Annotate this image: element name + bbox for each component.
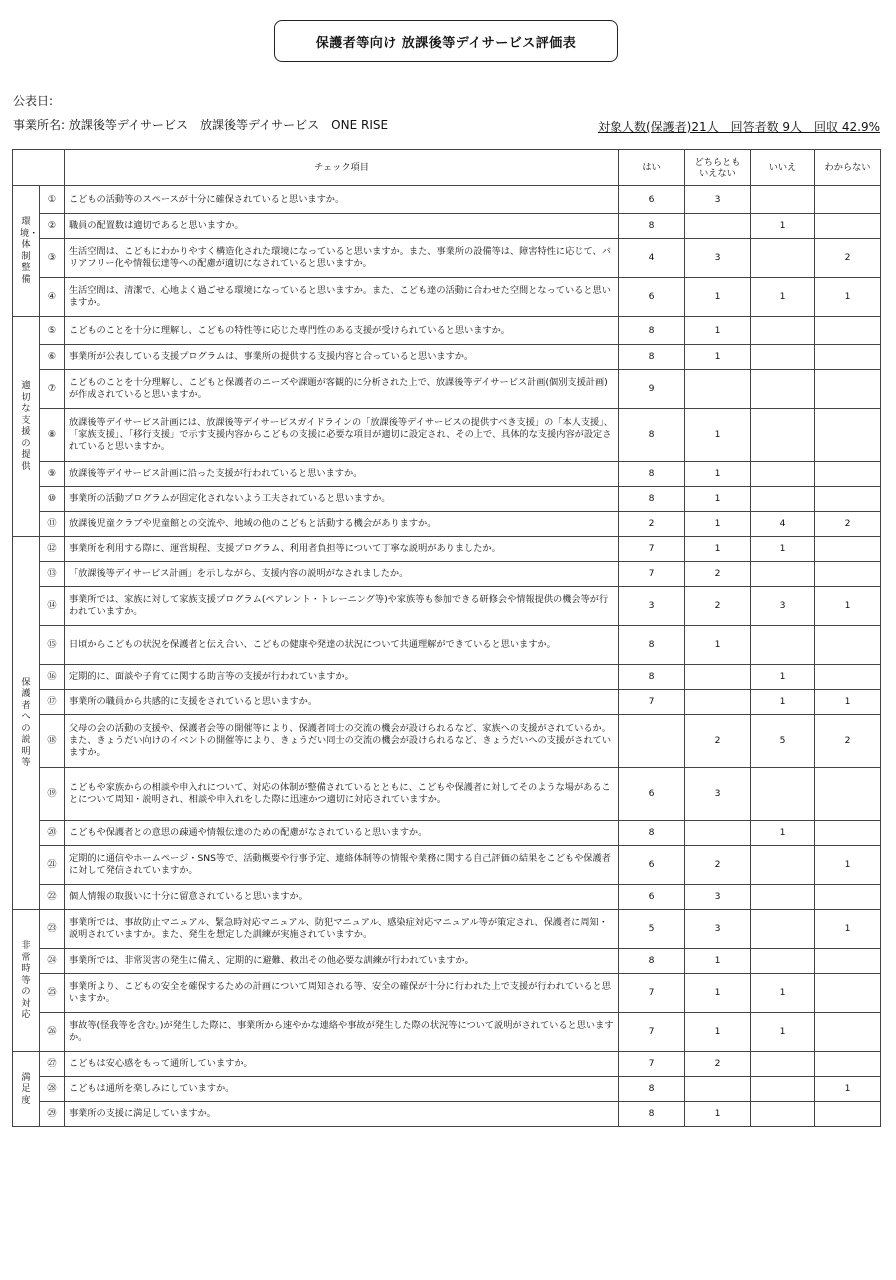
- answer-unknown: [815, 1102, 881, 1127]
- page-title: 保護者等向け 放課後等デイサービス評価表: [274, 20, 618, 62]
- answer-unknown: 1: [815, 1077, 881, 1102]
- answer-no: 1: [751, 278, 815, 317]
- answer-neither: 3: [685, 186, 751, 214]
- answer-neither: 1: [685, 537, 751, 562]
- table-row: [13, 278, 881, 317]
- answer-unknown: [815, 1013, 881, 1052]
- answer-unknown: [815, 821, 881, 846]
- answer-yes: [619, 715, 685, 768]
- answer-yes: 8: [619, 1102, 685, 1127]
- answer-unknown: [815, 409, 881, 462]
- item-number: ⑱: [40, 715, 65, 768]
- check-item-text: こどもや保護者との意思の疎通や情報伝達のための配慮がなされていると思いますか。: [65, 821, 619, 846]
- answer-yes: 8: [619, 821, 685, 846]
- answer-neither: 2: [685, 1052, 751, 1077]
- item-number: ㉒: [40, 885, 65, 910]
- answer-yes: 6: [619, 885, 685, 910]
- answer-yes: 6: [619, 846, 685, 885]
- check-item-text: 事業所の職員から共感的に支援をされていると思いますか。: [65, 690, 619, 715]
- answer-yes: 7: [619, 974, 685, 1013]
- answer-neither: 1: [685, 626, 751, 665]
- check-item-text: 事業所より、こどもの安全を確保するための計画について周知される等、安全の確保が十分に行われた上で支援が行われていると思いますか。: [65, 974, 619, 1013]
- answer-yes: 8: [619, 462, 685, 487]
- check-item-text: 父母の会の活動の支援や、保護者会等の開催等により、保護者同士の交流の機会が設けられるなど、家族への支援がされているか。また、きょうだい向けのイベントの開催等により、きょうだい同士の交流の機会が設けられるなど、きょうだいへの支援がされていますか。: [65, 715, 619, 768]
- item-number: ③: [40, 239, 65, 278]
- answer-neither: 3: [685, 768, 751, 821]
- check-item-text: こどもの活動等のスペースが十分に確保されていると思いますか。: [65, 186, 619, 214]
- item-number: ㉗: [40, 1052, 65, 1077]
- answer-neither: 1: [685, 462, 751, 487]
- answer-yes: 7: [619, 562, 685, 587]
- answer-yes: 9: [619, 370, 685, 409]
- answer-yes: 7: [619, 1013, 685, 1052]
- check-item-text: 放課後児童クラブや児童館との交流や、地域の他のこどもと活動する機会がありますか。: [65, 512, 619, 537]
- answer-neither: [685, 1077, 751, 1102]
- header-neither: どちらとも いえない: [685, 150, 751, 186]
- answer-unknown: 1: [815, 278, 881, 317]
- check-item-text: 事業所の支援に満足していますか。: [65, 1102, 619, 1127]
- answer-no: [751, 885, 815, 910]
- item-number: ㉑: [40, 846, 65, 885]
- table-row: [13, 317, 881, 345]
- answer-yes: 8: [619, 345, 685, 370]
- table-row: [13, 462, 881, 487]
- answer-neither: 1: [685, 409, 751, 462]
- answer-yes: 6: [619, 278, 685, 317]
- check-item-text: 定期的に、面談や子育てに関する助言等の支援が行われていますか。: [65, 665, 619, 690]
- answer-unknown: 2: [815, 715, 881, 768]
- answer-no: [751, 487, 815, 512]
- answer-neither: 2: [685, 846, 751, 885]
- header-no: いいえ: [751, 150, 815, 186]
- check-item-text: 事業所を利用する際に、運営規程、支援プログラム、利用者負担等について丁寧な説明がありましたか。: [65, 537, 619, 562]
- check-item-text: こどものことを十分に理解し、こどもの特性等に応じた専門性のある支援が受けられていると思いますか。: [65, 317, 619, 345]
- category-label: [13, 186, 40, 317]
- answer-no: [751, 409, 815, 462]
- answer-no: [751, 1102, 815, 1127]
- answer-unknown: [815, 345, 881, 370]
- table-row: [13, 214, 881, 239]
- answer-yes: 8: [619, 665, 685, 690]
- category-label: [13, 537, 40, 910]
- answer-unknown: 1: [815, 846, 881, 885]
- check-item-text: こどもは安心感をもって通所していますか。: [65, 1052, 619, 1077]
- answer-no: [751, 768, 815, 821]
- answer-no: 1: [751, 214, 815, 239]
- table-row: [13, 715, 881, 768]
- item-number: ㉘: [40, 1077, 65, 1102]
- table-row: [13, 537, 881, 562]
- check-item-text: こどものことを十分理解し、こどもと保護者のニーズや課題が客観的に分析された上で、放課後等デイサービス計画(個別支援計画)が作成されていると思いますか。: [65, 370, 619, 409]
- answer-unknown: [815, 768, 881, 821]
- table-row: [13, 885, 881, 910]
- answer-no: [751, 239, 815, 278]
- check-item-text: 放課後等デイサービス計画に沿った支援が行われていると思いますか。: [65, 462, 619, 487]
- item-number: ⑰: [40, 690, 65, 715]
- check-item-text: 個人情報の取扱いに十分に留意されていると思いますか。: [65, 885, 619, 910]
- table-row: [13, 512, 881, 537]
- answer-no: [751, 1077, 815, 1102]
- item-number: ⑥: [40, 345, 65, 370]
- answer-unknown: [815, 665, 881, 690]
- item-number: ⑭: [40, 587, 65, 626]
- answer-no: 4: [751, 512, 815, 537]
- table-row: [13, 821, 881, 846]
- table-row: [13, 587, 881, 626]
- answer-no: [751, 910, 815, 949]
- answer-unknown: [815, 537, 881, 562]
- header-blank: [13, 150, 65, 186]
- item-number: ①: [40, 186, 65, 214]
- check-item-text: 生活空間は、清潔で、心地よく過ごせる環境になっていると思いますか。また、こども達の活動に合わせた空間となっていると思いますか。: [65, 278, 619, 317]
- answer-yes: 2: [619, 512, 685, 537]
- answer-unknown: [815, 487, 881, 512]
- table-row: [13, 910, 881, 949]
- answer-yes: 3: [619, 587, 685, 626]
- answer-no: [751, 462, 815, 487]
- table-row: [13, 409, 881, 462]
- answer-unknown: [815, 317, 881, 345]
- item-number: ㉓: [40, 910, 65, 949]
- answer-neither: [685, 690, 751, 715]
- table-row: [13, 1052, 881, 1077]
- answer-neither: [685, 214, 751, 239]
- check-item-text: こどもや家族からの相談や申入れについて、対応の体制が整備されているとともに、こどもや保護者に対してそのような場があることについて周知・説明され、相談や申入れをした際に迅速かつ適切に対応されていますか。: [65, 768, 619, 821]
- answer-no: [751, 186, 815, 214]
- category-label-text: 適切な支援の提供: [21, 380, 31, 472]
- answer-unknown: [815, 626, 881, 665]
- item-number: ⑩: [40, 487, 65, 512]
- table-row: [13, 1077, 881, 1102]
- answer-neither: 1: [685, 1013, 751, 1052]
- check-item-text: 事業所の活動プログラムが固定化されないよう工夫されていると思いますか。: [65, 487, 619, 512]
- answer-unknown: 2: [815, 239, 881, 278]
- table-row: [13, 626, 881, 665]
- table-row: [13, 665, 881, 690]
- answer-neither: 1: [685, 317, 751, 345]
- check-item-text: 職員の配置数は適切であると思いますか。: [65, 214, 619, 239]
- answer-no: 5: [751, 715, 815, 768]
- answer-unknown: 2: [815, 512, 881, 537]
- answer-unknown: [815, 370, 881, 409]
- item-number: ②: [40, 214, 65, 239]
- check-item-text: 事故等(怪我等を含む。)が発生した際に、事業所から速やかな連絡や事故が発生した際の状況等について説明がされていると思いますか。: [65, 1013, 619, 1052]
- publication-date: 公表日:: [13, 94, 54, 108]
- table-row: [13, 1102, 881, 1127]
- check-item-text: 日頃からこどもの状況を保護者と伝え合い、こどもの健康や発達の状況について共通理解ができていると思いますか。: [65, 626, 619, 665]
- item-number: ⑯: [40, 665, 65, 690]
- table-row: [13, 239, 881, 278]
- item-number: ④: [40, 278, 65, 317]
- table-row: [13, 949, 881, 974]
- item-number: ⑮: [40, 626, 65, 665]
- item-number: ㉙: [40, 1102, 65, 1127]
- table-row: [13, 1013, 881, 1052]
- answer-neither: 1: [685, 974, 751, 1013]
- check-item-text: こどもは通所を楽しみにしていますか。: [65, 1077, 619, 1102]
- header-check-item: チェック項目: [65, 150, 619, 186]
- table-row: [13, 562, 881, 587]
- answer-yes: 6: [619, 768, 685, 821]
- category-label: [13, 317, 40, 537]
- answer-no: [751, 370, 815, 409]
- answer-yes: 5: [619, 910, 685, 949]
- category-label-text: 保護者への説明等: [21, 676, 31, 769]
- header-unknown: わからない: [815, 150, 881, 186]
- answer-neither: 1: [685, 1102, 751, 1127]
- answer-no: [751, 846, 815, 885]
- category-label-text: 非常時等の対応: [21, 940, 31, 1020]
- answer-neither: 1: [685, 949, 751, 974]
- item-number: ㉕: [40, 974, 65, 1013]
- answer-neither: 1: [685, 345, 751, 370]
- answer-unknown: [815, 562, 881, 587]
- item-number: ⑫: [40, 537, 65, 562]
- answer-yes: 8: [619, 1077, 685, 1102]
- answer-neither: 2: [685, 715, 751, 768]
- response-summary: 対象人数(保護者)21人 回答者数 9人 回収 42.9%: [597, 120, 880, 134]
- check-item-text: 放課後等デイサービス計画には、放課後等デイサービスガイドラインの「放課後等デイサービスの提供すべき支援」の「本人支援」、「家族支援」、「移行支援」で示す支援内容からこどもの支援に必要な項目が適切に設定され、その上で、具体的な支援内容が設定されていると思いますか。: [65, 409, 619, 462]
- category-label: [13, 1052, 40, 1127]
- answer-yes: 8: [619, 214, 685, 239]
- table-row: [13, 186, 881, 214]
- item-number: ⑲: [40, 768, 65, 821]
- answer-neither: [685, 665, 751, 690]
- answer-neither: 1: [685, 487, 751, 512]
- answer-no: 1: [751, 690, 815, 715]
- answer-unknown: [815, 974, 881, 1013]
- category-label: [13, 910, 40, 1052]
- check-item-text: 「放課後等デイサービス計画」を示しながら、支援内容の説明がなされましたか。: [65, 562, 619, 587]
- item-number: ⑪: [40, 512, 65, 537]
- answer-yes: 8: [619, 409, 685, 462]
- answer-neither: 3: [685, 910, 751, 949]
- table-row: [13, 846, 881, 885]
- item-number: ⑤: [40, 317, 65, 345]
- header-yes: はい: [619, 150, 685, 186]
- answer-no: 1: [751, 537, 815, 562]
- evaluation-table: [12, 149, 881, 1127]
- item-number: ㉔: [40, 949, 65, 974]
- answer-yes: 8: [619, 949, 685, 974]
- check-item-text: 事業所では、家族に対して家族支援プログラム(ペアレント・トレーニング等)や家族等も参加できる研修会や情報提供の機会等が行われていますか。: [65, 587, 619, 626]
- check-item-text: 事業所では、事故防止マニュアル、緊急時対応マニュアル、防犯マニュアル、感染症対応マニュアル等が策定され、保護者に周知・説明されていますか。また、発生を想定した訓練が実施されていますか。: [65, 910, 619, 949]
- answer-neither: 1: [685, 512, 751, 537]
- answer-yes: 6: [619, 186, 685, 214]
- check-item-text: 生活空間は、こどもにわかりやすく構造化された環境になっていると思いますか。また、事業所の設備等は、障害特性に応じて、バリアフリー化や情報伝達等への配慮が適切になされていると思いますか。: [65, 239, 619, 278]
- answer-no: 3: [751, 587, 815, 626]
- answer-no: [751, 317, 815, 345]
- answer-unknown: [815, 949, 881, 974]
- facility-name: 事業所名: 放課後等デイサービス 放課後等デイサービス ONE RISE: [13, 118, 389, 132]
- check-item-text: 事業所が公表している支援プログラムは、事業所の提供する支援内容と合っていると思いますか。: [65, 345, 619, 370]
- category-label-text: 環境・体制整備: [20, 216, 39, 285]
- answer-neither: 3: [685, 239, 751, 278]
- item-number: ⑬: [40, 562, 65, 587]
- table-row: [13, 487, 881, 512]
- answer-unknown: [815, 1052, 881, 1077]
- answer-no: 1: [751, 1013, 815, 1052]
- answer-unknown: 1: [815, 910, 881, 949]
- answer-yes: 4: [619, 239, 685, 278]
- item-number: ⑧: [40, 409, 65, 462]
- table-row: [13, 370, 881, 409]
- answer-unknown: [815, 186, 881, 214]
- answer-yes: 8: [619, 487, 685, 512]
- answer-yes: 8: [619, 317, 685, 345]
- answer-no: [751, 1052, 815, 1077]
- answer-neither: 1: [685, 278, 751, 317]
- answer-no: [751, 949, 815, 974]
- check-item-text: 定期的に通信やホームページ・SNS等で、活動概要や行事予定、連絡体制等の情報や業務に関する自己評価の結果をこどもや保護者に対して発信されていますか。: [65, 846, 619, 885]
- answer-unknown: [815, 462, 881, 487]
- answer-no: 1: [751, 974, 815, 1013]
- answer-no: [751, 626, 815, 665]
- answer-neither: [685, 370, 751, 409]
- category-label-text: 満足度: [21, 1071, 31, 1106]
- answer-no: 1: [751, 821, 815, 846]
- answer-neither: [685, 821, 751, 846]
- item-number: ⑳: [40, 821, 65, 846]
- check-item-text: 事業所では、非常災害の発生に備え、定期的に避難、救出その他必要な訓練が行われていますか。: [65, 949, 619, 974]
- item-number: ⑨: [40, 462, 65, 487]
- answer-yes: 7: [619, 537, 685, 562]
- answer-no: [751, 562, 815, 587]
- item-number: ⑦: [40, 370, 65, 409]
- answer-yes: 7: [619, 690, 685, 715]
- table-row: [13, 690, 881, 715]
- table-row: [13, 974, 881, 1013]
- answer-yes: 7: [619, 1052, 685, 1077]
- answer-unknown: [815, 885, 881, 910]
- answer-unknown: [815, 214, 881, 239]
- header-row: [13, 150, 881, 186]
- table-row: [13, 345, 881, 370]
- answer-neither: 3: [685, 885, 751, 910]
- answer-unknown: 1: [815, 690, 881, 715]
- answer-unknown: 1: [815, 587, 881, 626]
- answer-yes: 8: [619, 626, 685, 665]
- item-number: ㉖: [40, 1013, 65, 1052]
- answer-neither: 2: [685, 562, 751, 587]
- table-row: [13, 768, 881, 821]
- answer-no: [751, 345, 815, 370]
- answer-neither: 2: [685, 587, 751, 626]
- answer-no: 1: [751, 665, 815, 690]
